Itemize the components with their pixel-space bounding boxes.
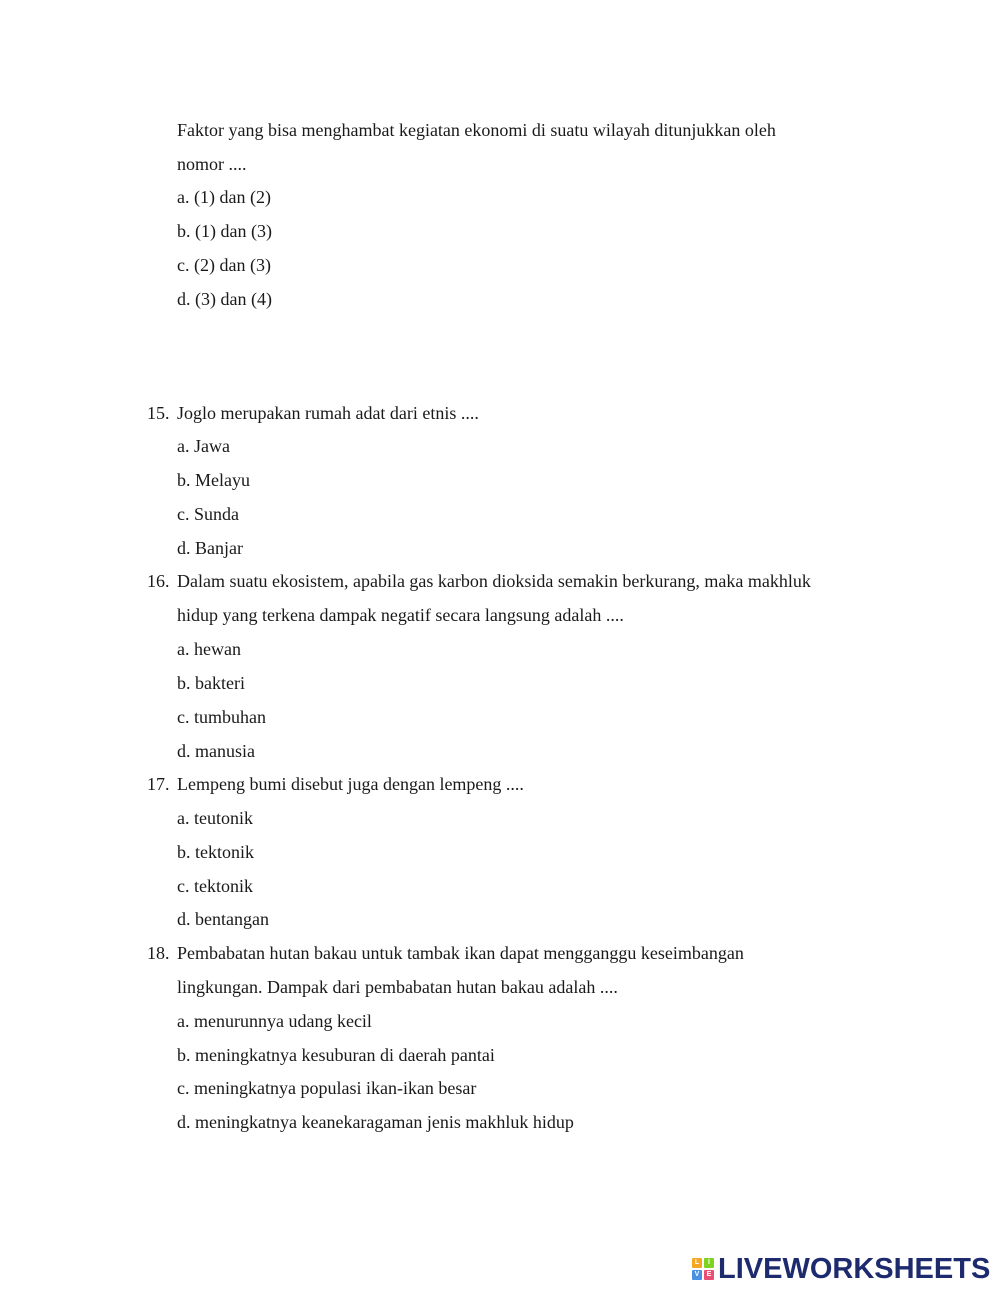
q14-option-b: b. (1) dan (3) [177, 221, 272, 241]
q15-stem-line1: Joglo merupakan rumah adat dari etnis .... [177, 403, 479, 423]
q18-option-b: b. meningkatnya kesuburan di daerah pantai [177, 1045, 495, 1065]
logo-wordmark: LIVEWORKSHEETS [718, 1252, 991, 1285]
q18-number: 18. [147, 943, 170, 963]
q18-stem-line1: Pembabatan hutan bakau untuk tambak ikan dapat mengganggu keseimbangan [177, 943, 744, 963]
q14-stem-line2: nomor .... [177, 154, 247, 174]
q15-number: 15. [147, 403, 170, 423]
q16-option-c: c. tumbuhan [177, 707, 266, 727]
q16-option-d: d. manusia [177, 741, 255, 761]
q17-option-d: d. bentangan [177, 909, 269, 929]
liveworksheets-logo [692, 1253, 990, 1285]
logo-tile-v: V [692, 1270, 702, 1280]
q14-option-c: c. (2) dan (3) [177, 255, 271, 275]
q17-option-c: c. tektonik [177, 876, 253, 896]
q17-option-a: a. teutonik [177, 808, 253, 828]
q18-option-a: a. menurunnya udang kecil [177, 1011, 372, 1031]
q18-stem-line2: lingkungan. Dampak dari pembabatan hutan bakau adalah .... [177, 977, 618, 997]
q16-stem-line2: hidup yang terkena dampak negatif secara langsung adalah .... [177, 605, 624, 625]
q14-option-a: a. (1) dan (2) [177, 187, 271, 207]
q15-option-c: c. Sunda [177, 504, 239, 524]
q17-stem-line1: Lempeng bumi disebut juga dengan lempeng .... [177, 774, 524, 794]
logo-tile-l: L [692, 1258, 702, 1268]
q15-option-b: b. Melayu [177, 470, 250, 490]
q17-option-b: b. tektonik [177, 842, 254, 862]
logo-tile-e: E [704, 1270, 714, 1280]
q14-stem-line1: Faktor yang bisa menghambat kegiatan ekonomi di suatu wilayah ditunjukkan oleh [177, 120, 776, 140]
q16-option-a: a. hewan [177, 639, 241, 659]
q16-stem-line1: Dalam suatu ekosistem, apabila gas karbon dioksida semakin berkurang, maka makhluk [177, 571, 811, 591]
q14-option-d: d. (3) dan (4) [177, 289, 272, 309]
q17-number: 17. [147, 774, 170, 794]
q15-option-d: d. Banjar [177, 538, 243, 558]
q16-number: 16. [147, 571, 170, 591]
q16-option-b: b. bakteri [177, 673, 245, 693]
q18-option-d: d. meningkatnya keanekaragaman jenis makhluk hidup [177, 1112, 574, 1132]
q18-option-c: c. meningkatnya populasi ikan-ikan besar [177, 1078, 477, 1098]
logo-tile-i: I [704, 1258, 714, 1268]
liveworksheets-grid-icon [692, 1258, 714, 1280]
q15-option-a: a. Jawa [177, 436, 230, 456]
